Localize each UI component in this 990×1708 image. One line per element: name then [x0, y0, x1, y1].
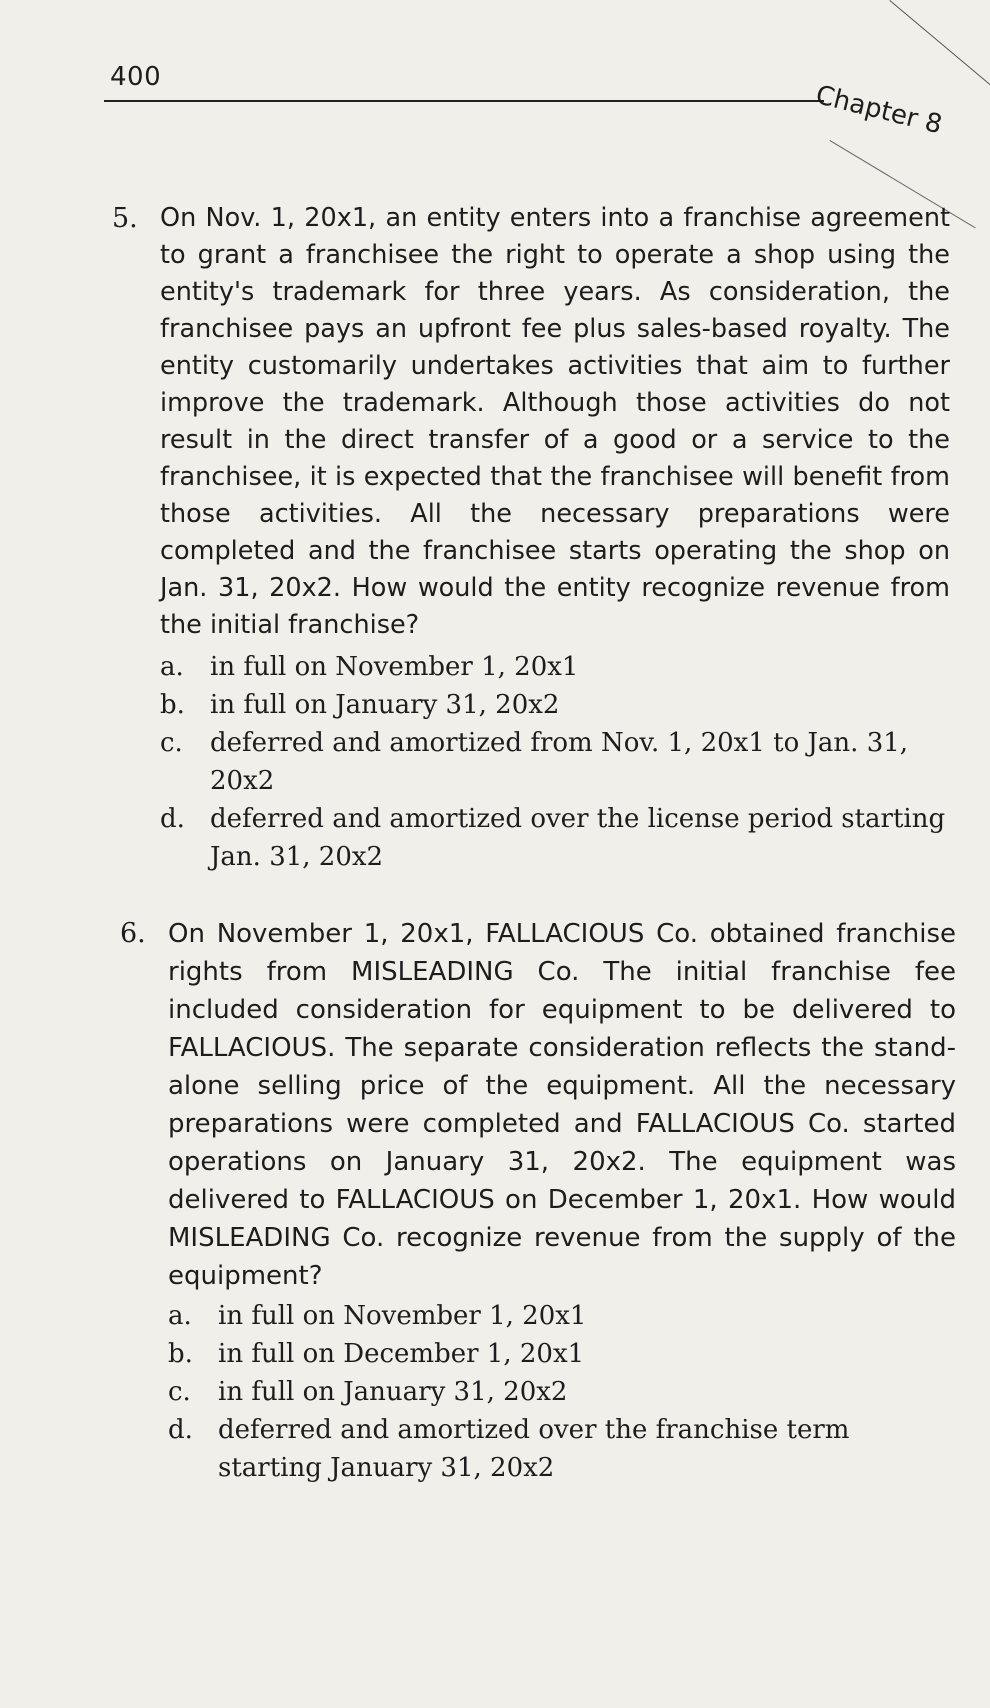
choice-text: in full on December 1, 20x1: [218, 1339, 585, 1369]
choice-letter: d.: [168, 1415, 193, 1445]
question-stem: On Nov. 1, 20x1, an entity enters into a franchise agreement to grant a franchisee the right to operate a shop using the entity's trademark for three years. As consideration, the franchisee pays an upfront fee plus sales-based royalty. The entity customarily undertakes activities that aim to further improve the trademark. Although those activities do not result in the direct transfer of a good or a service to the franchisee, it is expected that the franchisee will benefit from those activities. All the necessary preparations were completed and the franchisee starts operating the shop on Jan. 31, 20x2. How would the entity recognize revenue from the initial franchise?: [160, 203, 950, 640]
choice-letter: c.: [168, 1377, 191, 1407]
choice-letter: a.: [168, 1301, 192, 1331]
choice-d: [168, 1411, 956, 1487]
question-5: [112, 200, 950, 876]
header-rule: [104, 100, 824, 102]
choice-d: [160, 800, 950, 876]
choice-text: in full on November 1, 20x1: [210, 652, 579, 682]
choice-text: deferred and amortized from Nov. 1, 20x1 to Jan. 31, 20x2: [210, 728, 909, 796]
choice-b: [168, 1335, 956, 1373]
choice-letter: c.: [160, 728, 183, 758]
choice-letter: b.: [160, 690, 185, 720]
choice-letter: a.: [160, 652, 184, 682]
question-6: [120, 915, 956, 1487]
question-number: 5.: [112, 203, 138, 234]
choice-text: deferred and amortized over the franchise term starting January 31, 20x2: [218, 1415, 850, 1483]
page-number: 400: [110, 62, 162, 92]
choice-b: [160, 686, 950, 724]
choice-c: [168, 1373, 956, 1411]
choice-list: [112, 648, 950, 876]
choice-c: [160, 724, 950, 800]
choice-text: in full on November 1, 20x1: [218, 1301, 587, 1331]
chapter-label: Chapter 8: [812, 80, 945, 141]
question-stem: On November 1, 20x1, FALLACIOUS Co. obtained franchise rights from MISLEADING Co. The initial franchise fee included consideration for equipment to be delivered to FALLACIOUS. The separate consideration reflects the stand-alone selling price of the equipment. All the necessary preparations were completed and FALLACIOUS Co. started operations on January 31, 20x2. The equipment was delivered to FALLACIOUS on December 1, 20x1. How would MISLEADING Co. recognize revenue from the supply of the equipment?: [168, 919, 956, 1291]
choice-text: in full on January 31, 20x2: [218, 1377, 568, 1407]
choice-a: [160, 648, 950, 686]
choice-text: in full on January 31, 20x2: [210, 690, 560, 720]
choice-list: [120, 1297, 956, 1487]
question-number: 6.: [120, 918, 146, 949]
choice-letter: d.: [160, 804, 185, 834]
page-edge-line: [889, 0, 990, 104]
choice-a: [168, 1297, 956, 1335]
choice-text: deferred and amortized over the license period starting Jan. 31, 20x2: [210, 804, 946, 872]
choice-letter: b.: [168, 1339, 193, 1369]
